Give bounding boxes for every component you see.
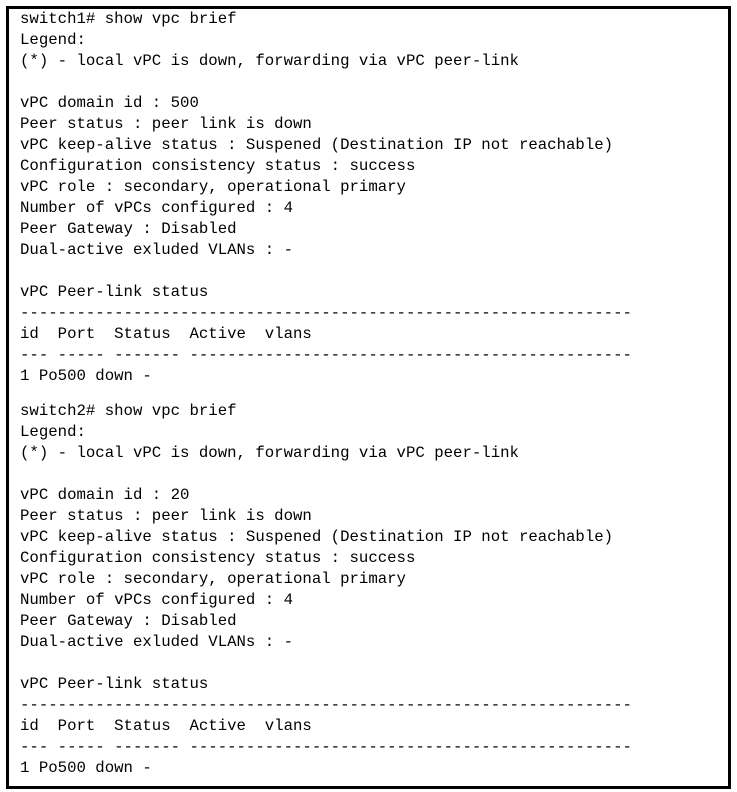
peer-gateway: Peer Gateway : Disabled <box>20 220 237 238</box>
switch1-vpc-brief-output <box>20 9 726 387</box>
vpc-role: vPC role : secondary, operational primary <box>20 570 406 588</box>
peer-link-table-header: id Port Status Active vlans <box>20 717 312 735</box>
legend-heading: Legend: <box>20 31 86 49</box>
peer-link-table-row: 1 Po500 down - <box>20 759 152 777</box>
peer-link-table-row: 1 Po500 down - <box>20 367 152 385</box>
table-header-divider: --- ----- ------- ----------------------------------------------- <box>20 346 632 364</box>
command-line: switch2# show vpc brief <box>20 402 237 420</box>
peer-link-table-header: id Port Status Active vlans <box>20 325 312 343</box>
terminal-output-frame <box>6 6 731 789</box>
vpc-count: Number of vPCs configured : 4 <box>20 199 294 217</box>
consistency-status: Configuration consistency status : success <box>20 549 416 567</box>
keepalive-status: vPC keep-alive status : Suspened (Destination IP not reachable) <box>20 528 614 546</box>
table-header-divider: --- ----- ------- ----------------------------------------------- <box>20 738 632 756</box>
legend-text: (*) - local vPC is down, forwarding via vPC peer-link <box>20 52 519 70</box>
divider: ----------------------------------------------------------------- <box>20 304 632 322</box>
blank-line <box>20 261 726 282</box>
command-line: switch1# show vpc brief <box>20 10 237 28</box>
dual-active-vlans: Dual-active exluded VLANs : - <box>20 241 294 259</box>
keepalive-status: vPC keep-alive status : Suspened (Destination IP not reachable) <box>20 136 614 154</box>
consistency-status: Configuration consistency status : success <box>20 157 416 175</box>
peer-gateway: Peer Gateway : Disabled <box>20 612 237 630</box>
peer-status: Peer status : peer link is down <box>20 115 312 133</box>
vpc-domain-id: vPC domain id : 500 <box>20 94 199 112</box>
peer-status: Peer status : peer link is down <box>20 507 312 525</box>
divider: ----------------------------------------------------------------- <box>20 696 632 714</box>
vpc-domain-id: vPC domain id : 20 <box>20 486 190 504</box>
blank-line <box>20 72 726 93</box>
switch2-vpc-brief-output <box>20 401 726 779</box>
blank-line <box>20 464 726 485</box>
blank-line <box>20 653 726 674</box>
vpc-count: Number of vPCs configured : 4 <box>20 591 294 609</box>
legend-text: (*) - local vPC is down, forwarding via vPC peer-link <box>20 444 519 462</box>
peer-link-status-heading: vPC Peer-link status <box>20 675 209 693</box>
peer-link-status-heading: vPC Peer-link status <box>20 283 209 301</box>
dual-active-vlans: Dual-active exluded VLANs : - <box>20 633 294 651</box>
vpc-role: vPC role : secondary, operational primary <box>20 178 406 196</box>
legend-heading: Legend: <box>20 423 86 441</box>
